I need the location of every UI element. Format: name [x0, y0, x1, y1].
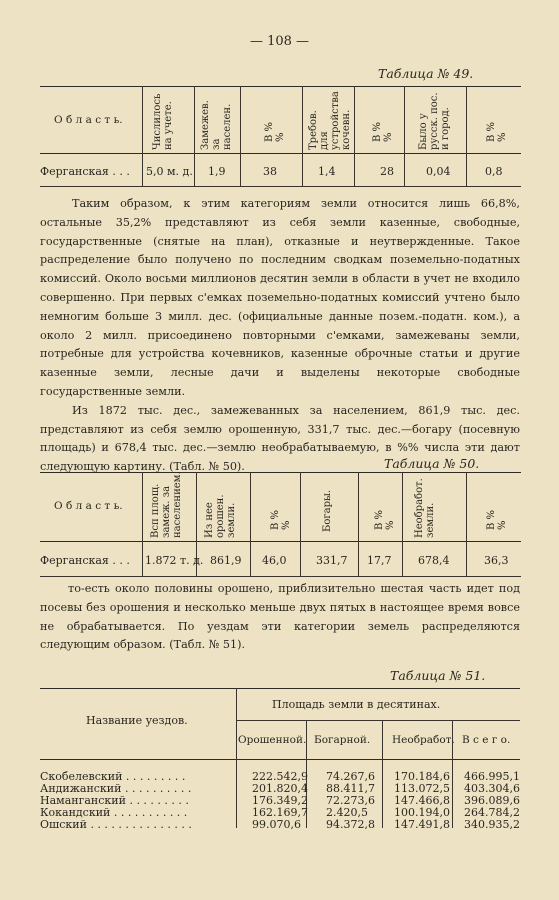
- table-51-cell: 99.070,6: [252, 818, 301, 831]
- table-50-cell-6: 678,4: [418, 554, 450, 567]
- table-49-header-7: В % %: [486, 121, 508, 142]
- table-51-header-uezd: Название уездов.: [86, 714, 188, 727]
- table-51-cell: 74.267,6: [326, 770, 375, 783]
- table-49-cell-6: 0,04: [426, 165, 451, 178]
- table-51-cell: 100.194,0: [394, 806, 450, 819]
- table-50-row-oblast: Ферганская . . .: [40, 554, 130, 567]
- table-51-cell: 147.491,8: [394, 818, 450, 831]
- table-51-cell: 340.935,2: [464, 818, 520, 831]
- table-50-cell-7: 36,3: [484, 554, 509, 567]
- paragraph-2: Из 1872 тыс. дес., замежеванных за населением, 861,9 тыс. дес. представляют из себя землю орошенную, 331,7 тыс. дес.—богару (посевную площадь) и 678,4 тыс. дес.—землю необрабатываемую, в %% числа эти дают следующую картину. (Табл. № 50).: [40, 403, 520, 474]
- table-50-cell-5: 17,7: [367, 554, 392, 567]
- table-51-cell: 88.411,7: [326, 782, 375, 795]
- table-51-row-name: Андижанский . . . . . . . . . .: [40, 782, 192, 795]
- table-49-header-2: Замежев. за населен.: [200, 100, 233, 150]
- table-51-cell: 201.820,4: [252, 782, 308, 795]
- table-51-row-name: Наманганский . . . . . . . . .: [40, 794, 189, 807]
- table-51-caption: Таблица № 51.: [390, 668, 486, 683]
- table-50-header-4: Богары.: [322, 489, 333, 532]
- table-50-cell-3: 46,0: [262, 554, 287, 567]
- table-51-cell: 396.089,6: [464, 794, 520, 807]
- table-51-header-group: Площадь земли в десятинах.: [272, 698, 441, 711]
- table-50-header-3: В % %: [270, 509, 292, 530]
- paragraph-1: Таким образом, к этим категориям земли относится лишь 66,8%, остальные 35,2% представляют из себя земли казенные, свободные, государственные (снятые на план), отказные и неутвержденные. Такое распределение было получено по последним сводкам поземельно-податных комиссий. Около восьми миллионов десятин земли в области в учет не входило совершенно. При первых с'емках поземельно-податных комиссий учтено было немногим больше 3 милл. дес. (официальные данные позем.-податн. ком.), а около 2 милл. присоединено повторными с'емками, замежеваны земли, потребные для устройства кочевников, казенные оброчные статьи и другие казенные земли, лесные дачи и выделены некоторые свободные государственные земли.: [40, 197, 520, 398]
- table-49-header-oblast: О б л а с т ь.: [54, 114, 123, 126]
- table-49-header-4: Требов. для устройства кочевн.: [308, 91, 352, 150]
- text-block-1: [40, 195, 520, 477]
- table-49-cell-1: 5,0 м. д.: [146, 165, 193, 178]
- table-50-cell-1: 1.872 т. д.: [145, 554, 204, 567]
- table-49-header-5: В % %: [372, 121, 394, 142]
- table-49-caption: Таблица № 49.: [378, 66, 474, 81]
- table-51-row-name: Скобелевский . . . . . . . . .: [40, 770, 186, 783]
- table-51-cell: 403.304,6: [464, 782, 520, 795]
- table-51-header-neobrab: Необработ.: [392, 734, 455, 746]
- table-50-header-oblast: О б л а с т ь.: [54, 500, 123, 512]
- text-block-2: [40, 580, 520, 655]
- table-51-row-name: Кокандский . . . . . . . . . . .: [40, 806, 188, 819]
- table-50-header-1: Всп площ. замеж. за населением.: [150, 471, 183, 538]
- table-51-cell: 170.184,6: [394, 770, 450, 783]
- paragraph-3: то-есть около половины орошено, приблизительно шестая часть идет под посевы без орошения и несколько меньше двух пятых в настоящее время вовсе не обрабатывается. По уездам эти категории земель распределяются следующим образом. (Табл. № 51).: [40, 582, 520, 652]
- table-49-cell-5: 28: [380, 165, 394, 178]
- table-50-header-7: В % %: [486, 509, 508, 530]
- table-49-cell-2: 1,9: [208, 165, 226, 178]
- page-number: — 108 —: [249, 34, 310, 49]
- table-50-cell-2: 861,9: [210, 554, 242, 567]
- table-51-row-name: Ошский . . . . . . . . . . . . . . .: [40, 818, 192, 831]
- table-50-header-6: Необработ. земли.: [414, 478, 436, 538]
- table-51-header-vsego: В с е г о.: [462, 734, 511, 746]
- table-49-header-1: Числилось на учете.: [152, 93, 174, 150]
- table-49-header-6: Было у русск. пос. и город.: [418, 92, 451, 150]
- table-49-cell-7: 0,8: [485, 165, 503, 178]
- table-49-cell-3: 38: [263, 165, 277, 178]
- table-51-cell: 466.995,1: [464, 770, 520, 783]
- table-49-cell-4: 1,4: [318, 165, 336, 178]
- table-51-cell: 222.542,9: [252, 770, 308, 783]
- table-51-cell: 162.169,7: [252, 806, 308, 819]
- table-51-cell: 147.466,8: [394, 794, 450, 807]
- table-51-header-oroshen: Орошенной.: [238, 734, 307, 746]
- table-51-cell: 176.349,2: [252, 794, 308, 807]
- table-51-cell: 72.273,6: [326, 794, 375, 807]
- table-50-header-5: В % %: [374, 509, 396, 530]
- table-50-cell-4: 331,7: [316, 554, 348, 567]
- table-50-caption: Таблица № 50.: [384, 456, 480, 471]
- table-51-cell: 94.372,8: [326, 818, 375, 831]
- table-50-header-2: Из нее орошен. земли.: [204, 494, 237, 538]
- table-51-cell: 113.072,5: [394, 782, 450, 795]
- table-51-cell: 264.784,2: [464, 806, 520, 819]
- table-51-header-bogar: Богарной.: [314, 734, 371, 746]
- table-51-cell: 2.420,5: [326, 806, 368, 819]
- table-49-header-3: В % %: [264, 121, 286, 142]
- table-49-row-oblast: Ферганская . . .: [40, 165, 130, 178]
